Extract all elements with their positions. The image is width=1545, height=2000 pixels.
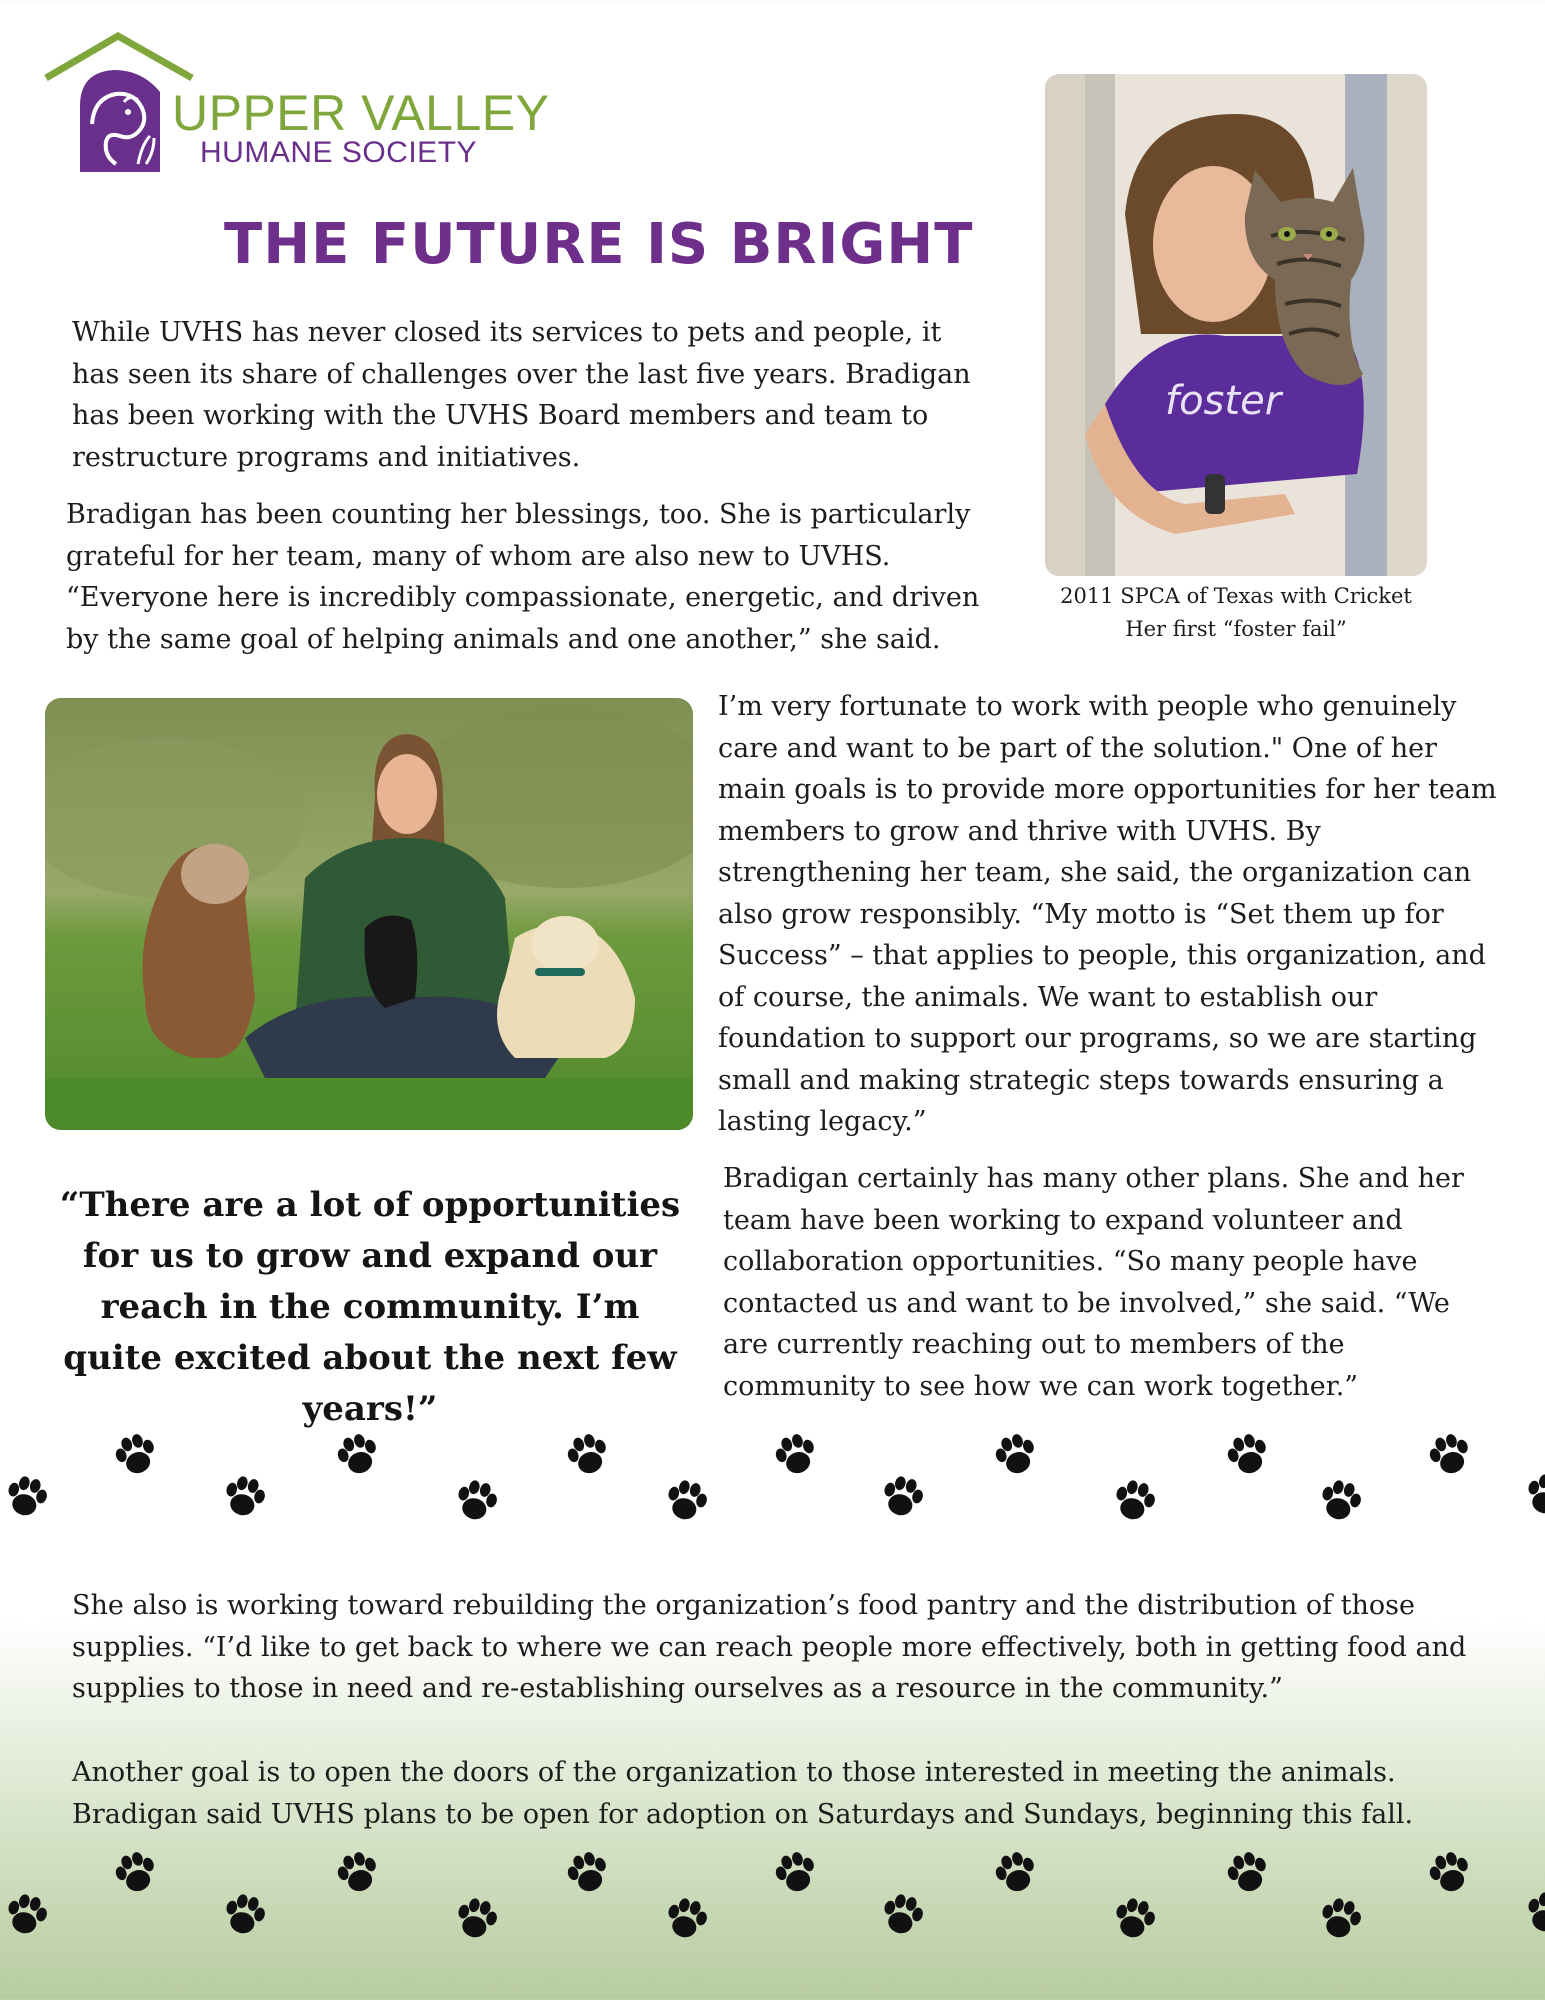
paw-prints-row-top bbox=[0, 1430, 1545, 1550]
paw-print-icon bbox=[212, 1884, 275, 1947]
paw-print-icon bbox=[103, 1841, 169, 1907]
body-paragraph-6: Another goal is to open the doors of the organization to those interested in meeting the animals. Bradigan said UVHS plans to be open for adoption on Saturdays and Sundays, beginning this fall. bbox=[72, 1757, 1414, 1830]
page-title: THE FUTURE IS BRIGHT bbox=[224, 212, 974, 277]
paw-print-icon bbox=[654, 1470, 717, 1533]
paw-print-icon bbox=[763, 1423, 829, 1489]
caption-line2: Her first “foster fail” bbox=[1125, 617, 1347, 641]
photo-woman-with-dogs bbox=[45, 698, 693, 1130]
paw-print-icon bbox=[555, 1841, 621, 1907]
paw-print-icon bbox=[555, 1423, 621, 1489]
uvhs-logo bbox=[42, 32, 550, 172]
logo-name-line1: UPPER VALLEY bbox=[172, 85, 550, 141]
paw-print-icon bbox=[1417, 1841, 1483, 1907]
paw-print-icon bbox=[1308, 1470, 1371, 1533]
paw-prints-row-bottom bbox=[0, 1848, 1545, 1968]
paw-print-icon bbox=[1308, 1888, 1371, 1951]
body-paragraph-5: She also is working toward rebuilding the organization’s food pantry and the distribution of those supplies. “I’d like to get back to where we can reach people more effectively, both in getting food and supplies to those in need and re-establishing ourselves as a resource in the community.” bbox=[72, 1590, 1467, 1704]
paw-print-icon bbox=[1417, 1423, 1483, 1489]
pull-quote: “There are a lot of opportunities for us to grow and expand our reach in the community. I’m quite excited about the next few years!” bbox=[59, 1185, 681, 1429]
paw-print-icon bbox=[444, 1470, 507, 1533]
paw-print-icon bbox=[1514, 1464, 1545, 1527]
photo-woman-with-cat bbox=[1045, 74, 1427, 576]
paw-print-icon bbox=[325, 1841, 391, 1907]
paw-print-icon bbox=[983, 1841, 1049, 1907]
paw-print-icon bbox=[1102, 1888, 1165, 1951]
paw-print-icon bbox=[103, 1423, 169, 1489]
caption-line1: 2011 SPCA of Texas with Cricket bbox=[1060, 584, 1412, 608]
paw-print-icon bbox=[212, 1466, 275, 1529]
photo-caption bbox=[1020, 580, 1452, 646]
paw-print-icon bbox=[1215, 1841, 1281, 1907]
shirt-text: foster bbox=[1165, 378, 1282, 424]
paw-print-icon bbox=[325, 1423, 391, 1489]
paw-print-icon bbox=[0, 1884, 58, 1947]
body-paragraph-3: I’m very fortunate to work with people who genuinely care and want to be part of the solution." One of her main goals is to provide more opportunities for her team members to grow and thrive with UVHS. By strengthening her team, she said, the organization can also grow responsibly. “My motto is “Set them up for Success” – that applies to people, this organization, and of course, the animals. We want to establish our foundation to support our programs, so we are starting small and making strategic steps towards ensuring a lasting legacy.” bbox=[718, 691, 1497, 1137]
paw-print-icon bbox=[1514, 1882, 1545, 1945]
body-paragraph-2: Bradigan has been counting her blessings, too. She is particularly grateful for her team, many of whom are also new to UVHS. “Everyone here is incredibly compassionate, energetic, and driven by the same goal of helping animals and one another,” she said. bbox=[66, 499, 980, 655]
paw-print-icon bbox=[870, 1884, 933, 1947]
paw-print-icon bbox=[983, 1423, 1049, 1489]
logo-name-line2: HUMANE SOCIETY bbox=[200, 136, 478, 169]
body-paragraph-4: Bradigan certainly has many other plans. She and her team have been working to expand volunteer and collaboration opportunities. “So many people have contacted us and want to be involved,” she said. “We are currently reaching out to members of the community to see how we can work together.” bbox=[723, 1163, 1464, 1402]
paw-print-icon bbox=[1215, 1423, 1281, 1489]
body-paragraph-1: While UVHS has never closed its services to pets and people, it has seen its share of challenges over the last five years. Bradigan has been working with the UVHS Board members and team to restructure programs and initiatives. bbox=[72, 317, 971, 473]
paw-print-icon bbox=[1102, 1470, 1165, 1533]
paw-print-icon bbox=[0, 1466, 58, 1529]
paw-print-icon bbox=[763, 1841, 829, 1907]
paw-print-icon bbox=[654, 1888, 717, 1951]
paw-print-icon bbox=[444, 1888, 507, 1951]
paw-print-icon bbox=[870, 1466, 933, 1529]
